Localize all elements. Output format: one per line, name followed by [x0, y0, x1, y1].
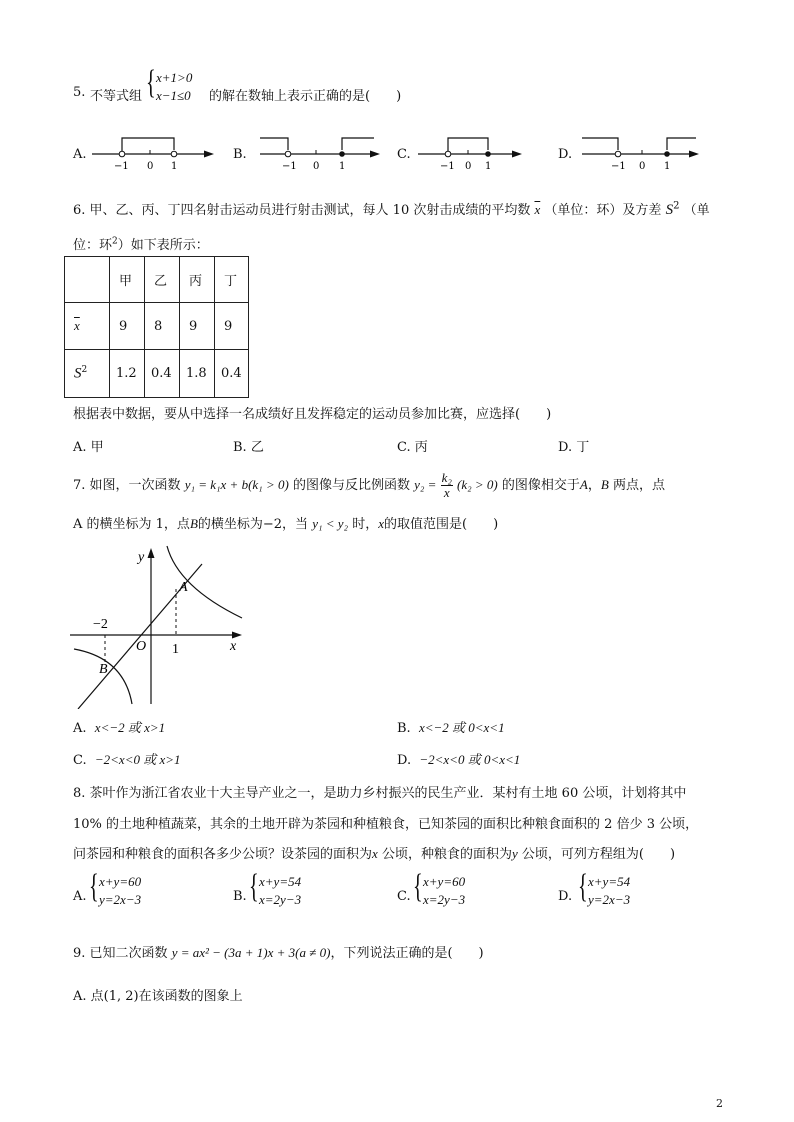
table-row	[65, 303, 249, 350]
q6-question: 根据表中数据，要从中选择一名成绩好且发挥稳定的运动员参加比赛，应选择( )	[73, 407, 552, 422]
tick-label: 1	[171, 161, 178, 172]
q9-option-a: A. 点(1, 2)在该函数的图象上	[73, 989, 243, 1004]
x-axis-arrow	[232, 632, 242, 639]
point-b-label: B	[99, 662, 108, 677]
tick-label: 1	[664, 161, 671, 172]
q5-number: 5.	[73, 85, 86, 100]
tick-label: −1	[114, 161, 129, 172]
table-cell: 0.4	[145, 350, 180, 398]
q8-stem-line1: 8. 茶叶作为浙江省农业十大主导产业之一，是助力乡村振兴的民生产业．某村有土地 60 公顷，计划将其中	[73, 786, 687, 801]
table-row	[65, 257, 249, 303]
table-cell: 8	[145, 303, 180, 350]
tick-label: −1	[611, 161, 626, 172]
q7-stem-line1: 7. 如图，一次函数 y₁ = k₁x + b(k₁ > 0) 的图像与反比例函数 y₂ = $\frac{\text{k₂}}{x}$ (k₂ > 0) 的图像相交于A，B 两点，点	[73, 470, 665, 500]
table-header: 乙	[145, 257, 180, 303]
page-number: 2	[716, 1097, 723, 1110]
solution-bracket-a	[122, 138, 174, 154]
origin-label: O	[136, 639, 147, 654]
table-cell: 0.4	[215, 350, 249, 398]
tick-label: −1	[282, 161, 297, 172]
q5-option-a-label: A.	[73, 147, 87, 162]
tick-label: 0	[147, 161, 154, 172]
q8-option-b-label: B.	[233, 889, 247, 904]
q8-option-a-label: A.	[73, 889, 87, 904]
arrow-head	[689, 151, 699, 158]
arrow-head	[204, 151, 214, 158]
open-dot	[285, 151, 291, 157]
q6-option-a: A. 甲	[73, 440, 104, 455]
tick-label: −1	[440, 161, 455, 172]
table-cell: 9	[110, 303, 145, 350]
open-dot	[119, 151, 125, 157]
q7-function-graph	[66, 544, 256, 709]
y-axis-arrow	[148, 548, 155, 558]
q7-option-a: A. x<−2 或 x>1	[73, 720, 166, 736]
q8-stem-line3: 问茶园和种粮食的面积各多少公顷？设茶园的面积为x 公顷，种粮食的面积为y 公顷，可列方程组为( )	[73, 846, 676, 862]
q7-stem-line2: A 的横坐标为 1，点B的横坐标为−2，当 y₁ < y₂ 时，x的取值范围是( )	[73, 516, 499, 532]
y-axis-label: y	[138, 550, 145, 565]
tick-label: 0	[313, 161, 320, 172]
q7-inverse-function: y₂ =	[414, 477, 437, 492]
tick-label: 1	[339, 161, 346, 172]
point-a-label: A	[179, 580, 188, 595]
q5-ineq-1: x+1>0	[156, 70, 193, 85]
q5-numberline-a	[90, 132, 215, 172]
s2-symbol: S	[665, 202, 674, 218]
solution-bracket-left	[582, 138, 618, 150]
tick-label: 0	[639, 161, 646, 172]
q5-numberline-b	[256, 132, 381, 172]
q5-prefix: 不等式组	[90, 89, 143, 104]
table-cell: 1.8	[180, 350, 215, 398]
q5-suffix: 的解在数轴上表示正确的是( )	[209, 89, 402, 104]
q7-option-d: D. −2<x<0 或 0<x<1	[397, 752, 521, 768]
q5-numberline-d	[578, 132, 703, 172]
q7-linear-function: y₁ = k₁x + b(k₁ > 0)	[184, 477, 289, 492]
q7-option-b: B. x<−2 或 0<x<1	[397, 720, 505, 736]
q6-option-d: D. 丁	[558, 440, 590, 455]
q8-stem-line2: 10% 的土地种植蔬菜，其余的土地开辟为茶园和种植粮食，已知茶园的面积比种粮食面积的 2 倍少 3 公顷，	[73, 817, 699, 832]
table-cell: 9	[180, 303, 215, 350]
row-label-s2: $S^2$	[65, 350, 110, 398]
table-row	[65, 350, 249, 398]
q7-option-c: C. −2<x<0 或 x>1	[73, 752, 181, 768]
q5-option-d-label: D.	[558, 147, 573, 162]
q9-stem: 9. 已知二次函数 y = ax² − (3a + 1)x + 3(a ≠ 0)，下列说法正确的是( )	[73, 945, 484, 961]
q6-score-table	[64, 256, 249, 398]
tick-label: 1	[485, 161, 492, 172]
q7-fraction: $\frac{\text{k₂}}{x}$	[441, 470, 452, 500]
q6-option-b: B. 乙	[233, 440, 264, 455]
xbar-symbol: $\overline{x}$	[534, 202, 541, 217]
q8-option-d-label: D.	[558, 889, 573, 904]
solution-bracket-left	[260, 138, 288, 150]
q5-option-c-label: C.	[397, 147, 411, 162]
q7-condition: y₁ < y₂	[312, 516, 349, 531]
closed-dot	[339, 151, 345, 157]
q6-stem-line2: 位：环$^2$）如下表所示：	[73, 236, 209, 253]
q8-option-c-label: C.	[397, 889, 411, 904]
q5-ineq-2: x−1≤0	[156, 88, 191, 103]
closed-dot	[485, 151, 491, 157]
tick-label: 0	[465, 161, 472, 172]
table-cell: 1.2	[110, 350, 145, 398]
q6-stem-line1: 6. 甲、乙、丙、丁四名射击运动员进行射击测试，每人 10 次射击成绩的平均数 $\overline{x}$ （单位：环）及方差 $S^2$ （单	[73, 200, 710, 218]
q9-quadratic-function: y = ax² − (3a + 1)x + 3(a ≠ 0)	[171, 945, 331, 960]
table-header: 丁	[215, 257, 249, 303]
solution-bracket-right	[667, 138, 696, 150]
table-cell	[65, 257, 110, 303]
table-header: 丙	[180, 257, 215, 303]
x-axis-label: x	[230, 639, 237, 654]
tick-label-1: 1	[172, 642, 179, 657]
arrow-head	[512, 151, 522, 158]
open-dot	[445, 151, 451, 157]
closed-dot	[664, 151, 670, 157]
arrow-head	[370, 151, 380, 158]
row-label-xbar: $\overline{x}$	[65, 303, 110, 350]
table-cell: 9	[215, 303, 249, 350]
table-header: 甲	[110, 257, 145, 303]
q5-numberline-c	[416, 132, 526, 172]
q5-option-b-label: B.	[233, 147, 247, 162]
solution-bracket-right	[342, 138, 374, 150]
q6-option-c: C. 丙	[397, 440, 428, 455]
open-dot	[171, 151, 177, 157]
open-dot	[615, 151, 621, 157]
tick-label-minus-2: −2	[93, 617, 108, 632]
